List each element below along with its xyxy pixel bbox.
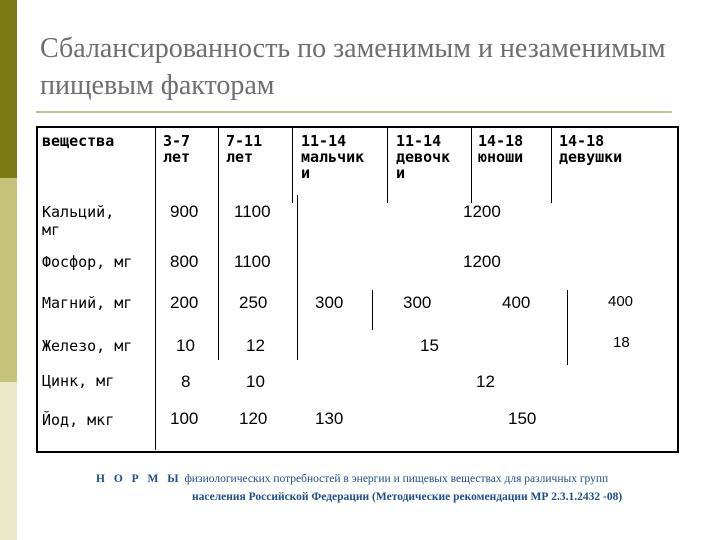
table-cell: 300 [315,293,344,312]
row-label-phosphorus: Фосфор, мг [42,253,133,271]
table-cell: 8 [181,372,191,391]
column-divider [471,128,472,203]
footnote-lead: Н О Р М Ы [96,473,182,485]
footnote-line-1: физиологических потребностей в энергии и пищевых веществах для различных групп [184,473,609,485]
row-label-zinc: Цинк, мг [42,372,115,390]
column-divider [155,128,156,203]
sidebar-segment-light [0,382,17,540]
header-age-14-18-boys: 14-18 юноши [478,132,524,166]
header-age-11-14-girls: 11-14 девочк и [396,132,451,182]
column-divider [297,195,298,360]
header-age-7-11: 7-11 лет [226,132,263,166]
table-cell: 1100 [234,202,271,221]
header-age-14-18-girls: 14-18 девушки [559,132,623,166]
column-divider [218,128,219,203]
table-cell: 200 [170,293,199,312]
table-cell: 15 [420,336,439,355]
title-divider [36,111,672,113]
table-cell: 400 [608,293,634,310]
column-divider [292,128,293,203]
table-cell: 250 [239,293,268,312]
column-divider [551,128,552,203]
table-cell: 800 [170,252,199,271]
sidebar-segment-dark [0,0,17,178]
sidebar-segment-mid [0,178,17,382]
row-label-iodine: Йод, мкг [42,411,115,429]
table-cell: 300 [403,293,432,312]
table-cell: 130 [315,409,344,428]
source-footnote [96,470,716,506]
column-divider [218,195,219,360]
table-cell: 400 [502,293,531,312]
column-divider [372,290,373,330]
header-age-3-7: 3-7 лет [163,132,191,166]
table-cell: 12 [246,336,265,355]
column-divider [387,128,388,203]
table-cell: 150 [508,409,537,428]
table-cell: 10 [246,372,265,391]
row-label-iron: Железо, мг [42,337,133,355]
table-cell: 12 [476,372,495,391]
row-label-calcium: Кальций, мг [42,203,115,239]
table-cell: 18 [613,334,630,351]
header-substance: вещества [42,132,115,150]
column-divider [155,195,156,450]
table-cell: 10 [176,336,195,355]
table-cell: 100 [170,409,199,428]
table-cell: 1100 [234,252,271,271]
slide-title: Сбалансированность по заменимым и незаменимым пищевым факторам [40,33,666,101]
table-cell: 1200 [463,252,501,271]
table-cell: 900 [170,202,199,221]
decorative-sidebar [0,0,17,540]
column-divider [567,290,568,365]
row-label-magnesium: Магний, мг [42,294,133,312]
table-cell: 1200 [463,202,501,221]
footnote-line-2: населения Российской Федерации (Методические рекомендации МР 2.3.1.2432 -08) [192,491,623,503]
header-age-11-14-boys: 11-14 мальчик и [301,132,365,182]
table-cell: 120 [239,409,268,428]
